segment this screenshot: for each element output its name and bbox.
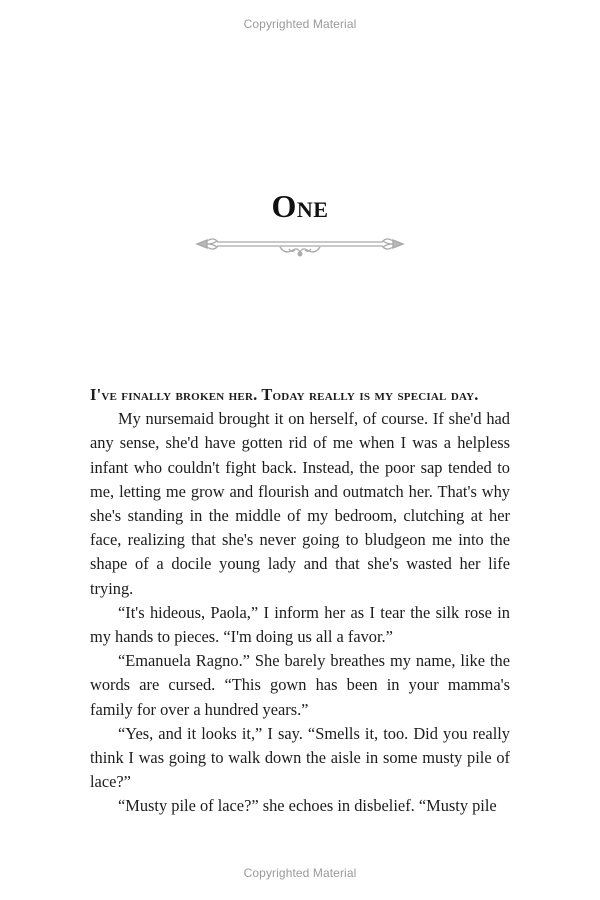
copyright-watermark-top: Copyrighted Material bbox=[243, 17, 357, 31]
paragraph: “Yes, and it looks it,” I say. “Smells it, too. Did you really think I was going to walk down the aisle in some musty pile of lace?” bbox=[90, 723, 510, 792]
copyright-watermark-bottom: Copyrighted Material bbox=[243, 866, 357, 880]
opening-line: I've finally broken her. Today really is my special day. bbox=[90, 385, 479, 404]
paragraph: “It's hideous, Paola,” I inform her as I tear the silk rose in my hands to pieces. “I'm doing us all a favor.” bbox=[90, 602, 510, 647]
paragraph: My nursemaid brought it on herself, of course. If she'd had any sense, she'd have gotten rid of me when I was a helpless infant who couldn't fight back. Instead, the poor sap tended to me, letting me grow and flourish and outmatch her. That's why she's standing in the middle of my bedroom, clutching at her face, realizing that she's never going to bludgeon me into the shape of a docile young lady and that she's wasted her life trying. bbox=[90, 409, 510, 598]
paragraph: “Musty pile of lace?” she echoes in disbelief. “Musty pile bbox=[118, 796, 497, 816]
chapter-title: One bbox=[271, 188, 329, 224]
scroll-ornament-icon bbox=[195, 233, 405, 259]
chapter-text bbox=[90, 383, 510, 819]
paragraph: “Emanuela Ragno.” She barely breathes my name, like the words are cursed. “This gown has been in your mamma's family for over a hundred years.” bbox=[90, 651, 510, 719]
